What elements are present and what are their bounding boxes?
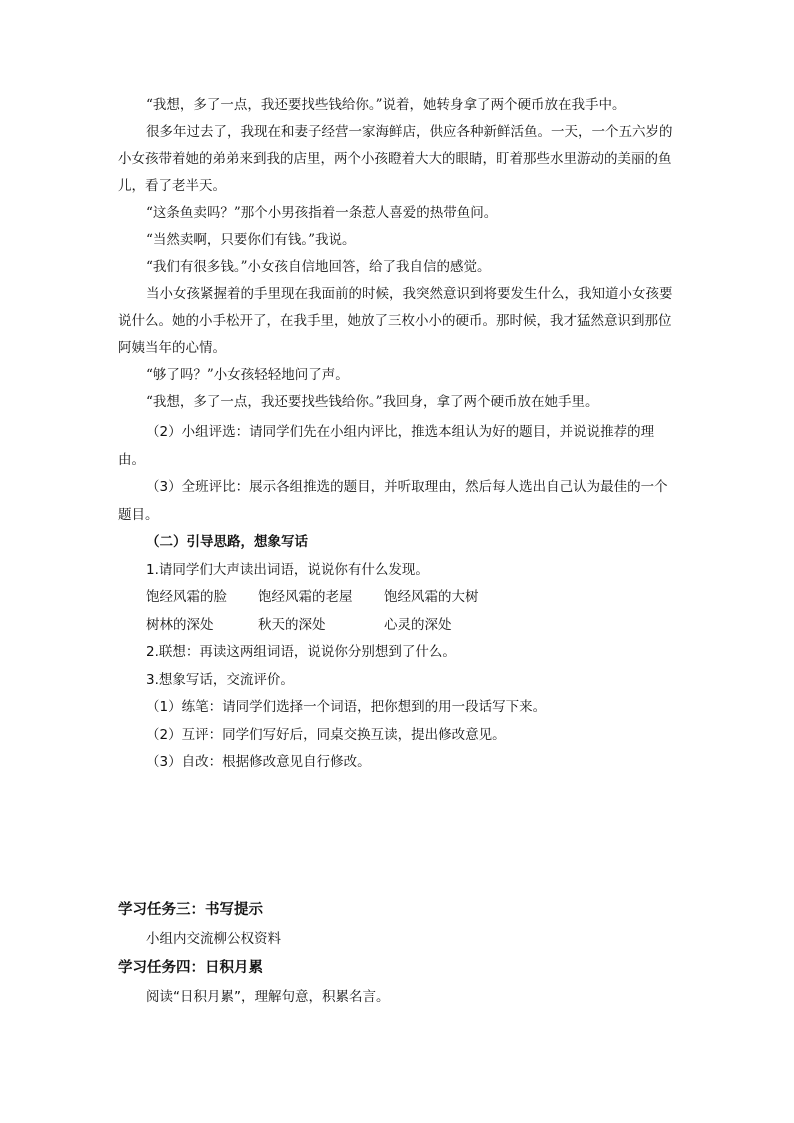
story-paragraph: “我们有很多钱。”小女孩自信地回答，给了我自信的感觉。 [146,259,491,275]
task-four-body: 阅读“日积月累”，理解句意，积累名言。 [146,989,390,1005]
task-three-body: 小组内交流柳公权资料 [146,931,281,947]
step-associate: 2.联想：再读这两组词语，说说你分别想到了什么。 [146,644,456,660]
section-heading: （二）引导思路，想象写话 [146,534,308,550]
group-selection-step: （2）小组评选：请同学们先在小组内评比，推选本组认为好的题目，并说说推荐的理由。 [118,424,655,468]
story-excerpt [118,92,676,416]
story-paragraph: “这条鱼卖吗？”那个小男孩指着一条惹人喜爱的热带鱼问。 [146,205,498,221]
learning-tasks [118,896,676,1012]
word-group-2 [118,612,676,640]
word-item: 秋天的深处 [258,616,326,633]
story-paragraph: 当小女孩紧握着的手里现在我面前的时候，我突然意识到将要发生什么，我知道小女孩要说什么。她的小手松开了，在我手里，她放了三枚小小的硬币。那时候，我才猛然意识到那位阿姨当年的心情。 [118,286,673,356]
word-item: 心灵的深处 [384,616,452,633]
story-paragraph: “当然卖啊，只要你们有钱。”我说。 [146,232,356,248]
substep-practice: （1）练笔：请同学们选择一个词语，把你想到的用一段话写下来。 [146,699,547,715]
lesson-steps [118,419,676,777]
story-paragraph: 很多年过去了，我现在和妻子经营一家海鲜店，供应各种新鲜活鱼。一天，一个五六岁的小女孩带着她的弟弟来到我的店里，两个小孩瞪着大大的眼睛，盯着那些水里游动的美丽的鱼儿，看了老半天。 [118,124,673,194]
task-four-heading: 学习任务四：日积月累 [118,960,263,976]
step-read-words: 1.请同学们大声读出词语，说说你有什么发现。 [146,561,429,578]
substep-self-revise: （3）自改：根据修改意见自行修改。 [146,754,371,770]
word-item: 饱经风霜的老屋 [258,589,353,605]
class-selection-step: （3）全班评比：展示各组推选的题目，并听取理由，然后每人选出自己认为最佳的一个题目。 [118,479,668,523]
step-write: 3.想象写话，交流评价。 [146,671,294,688]
word-item: 饱经风霜的脸 [146,589,227,605]
word-item: 树林的深处 [146,616,214,633]
story-paragraph: “我想，多了一点，我还要找些钱给你。”我回身，拿了两个硬币放在她手里。 [146,394,599,410]
substep-peer-review: （2）互评：同学们写好后，同桌交换互读，提出修改意见。 [146,726,506,743]
word-group-1 [118,584,676,612]
story-paragraph: “够了吗？”小女孩轻轻地问了声。 [146,367,349,383]
word-item: 饱经风霜的大树 [384,589,479,605]
story-paragraph: “我想，多了一点，我还要找些钱给你。”说着，她转身拿了两个硬币放在我手中。 [146,97,626,113]
task-three-heading: 学习任务三：书写提示 [118,902,263,918]
